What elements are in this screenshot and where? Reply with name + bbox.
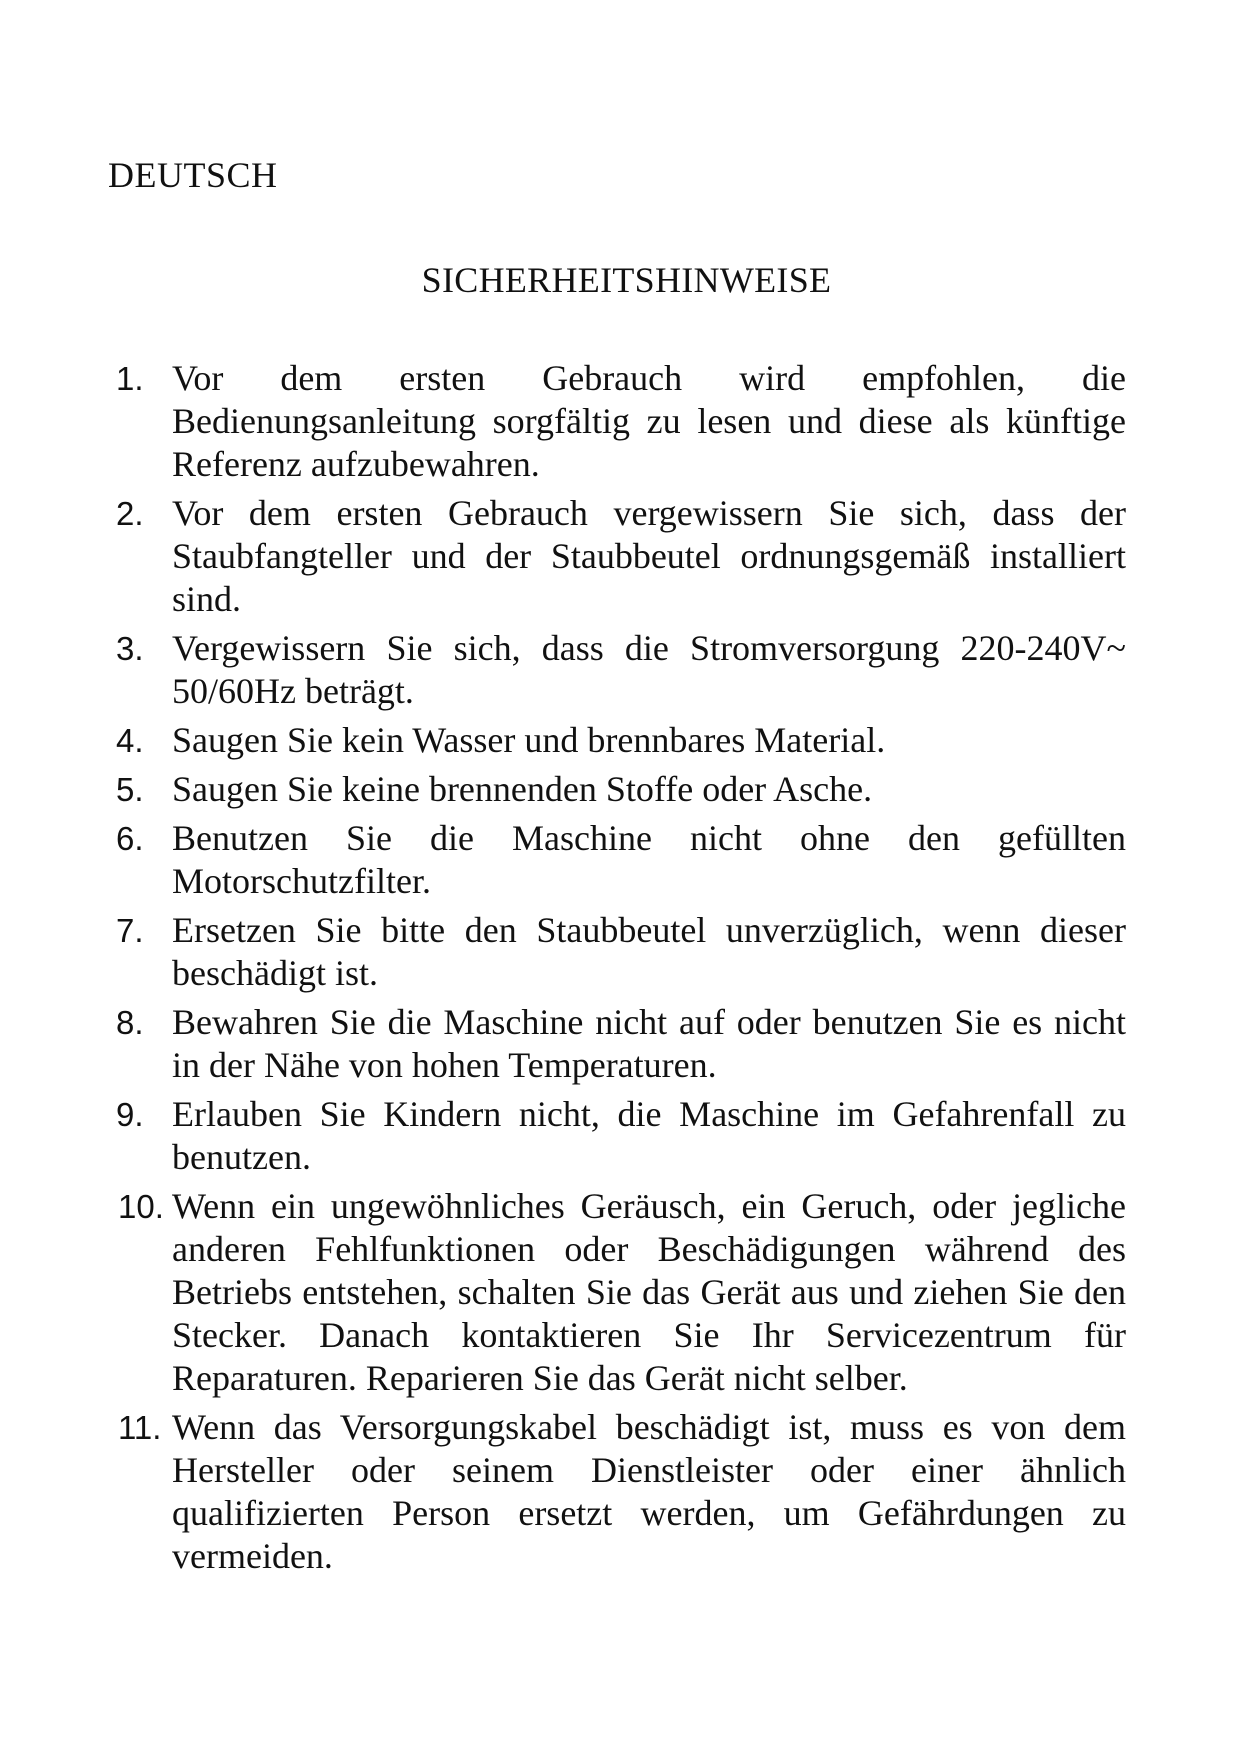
item-text: Vor dem ersten Gebrauch wird empfohlen, die Bedienungsanleitung sorgfältig zu lesen und diese als künftige Referenz aufzubewahren. [172, 358, 1126, 484]
list-item [0, 492, 1241, 621]
item-number: 5. [116, 771, 144, 808]
item-number: 8. [116, 1004, 144, 1041]
item-text: Saugen Sie keine brennenden Stoffe oder Asche. [172, 769, 873, 809]
item-number: 1. [116, 360, 144, 397]
list-item [0, 817, 1241, 903]
list-item [0, 719, 1241, 762]
item-number: 7. [116, 912, 144, 949]
item-text: Erlauben Sie Kindern nicht, die Maschine im Gefahrenfall zu benutzen. [172, 1094, 1126, 1177]
item-text: Vor dem ersten Gebrauch vergewissern Sie sich, dass der Staubfangteller und der Staubbeutel ordnungsgemäß installiert sind. [172, 493, 1126, 619]
list-item [0, 909, 1241, 995]
safety-instructions-list [0, 357, 1241, 1584]
item-text: Wenn das Versorgungskabel beschädigt ist, muss es von dem Hersteller oder seinem Dienstleister oder einer ähnlich qualifizierten Person ersetzt werden, um Gefährdungen zu vermeiden. [172, 1407, 1126, 1576]
page-title: SICHERHEITSHINWEISE [421, 260, 832, 300]
item-number: 9. [116, 1096, 144, 1133]
item-text: Bewahren Sie die Maschine nicht auf oder benutzen Sie es nicht in der Nähe von hohen Temperaturen. [172, 1002, 1126, 1085]
list-item [0, 357, 1241, 486]
item-text: Wenn ein ungewöhnliches Geräusch, ein Geruch, oder jegliche anderen Fehlfunktionen oder Beschädigungen während des Betriebs entstehen, schalten Sie das Gerät aus und ziehen Sie den Stecker. Danach kontaktieren Sie Ihr Servicezentrum für Reparaturen. Reparieren Sie das Gerät nicht selber. [172, 1186, 1126, 1398]
item-number: 11. [118, 1409, 162, 1446]
item-number: 6. [116, 820, 144, 857]
language-heading: DEUTSCH [108, 155, 278, 195]
list-item [0, 768, 1241, 811]
item-number: 2. [116, 495, 144, 532]
item-text: Vergewissern Sie sich, dass die Stromversorgung 220-240V~ 50/60Hz beträgt. [172, 628, 1126, 711]
list-item [0, 1406, 1241, 1578]
item-text: Benutzen Sie die Maschine nicht ohne den gefüllten Motorschutzfilter. [172, 818, 1126, 901]
item-text: Saugen Sie kein Wasser und brennbares Material. [172, 720, 886, 760]
item-text: Ersetzen Sie bitte den Staubbeutel unverzüglich, wenn dieser beschädigt ist. [172, 910, 1126, 993]
list-item [0, 1001, 1241, 1087]
item-number: 10. [118, 1188, 164, 1225]
item-number: 4. [116, 722, 144, 759]
list-item [0, 1185, 1241, 1400]
list-item [0, 627, 1241, 713]
item-number: 3. [116, 630, 144, 667]
list-item [0, 1093, 1241, 1179]
